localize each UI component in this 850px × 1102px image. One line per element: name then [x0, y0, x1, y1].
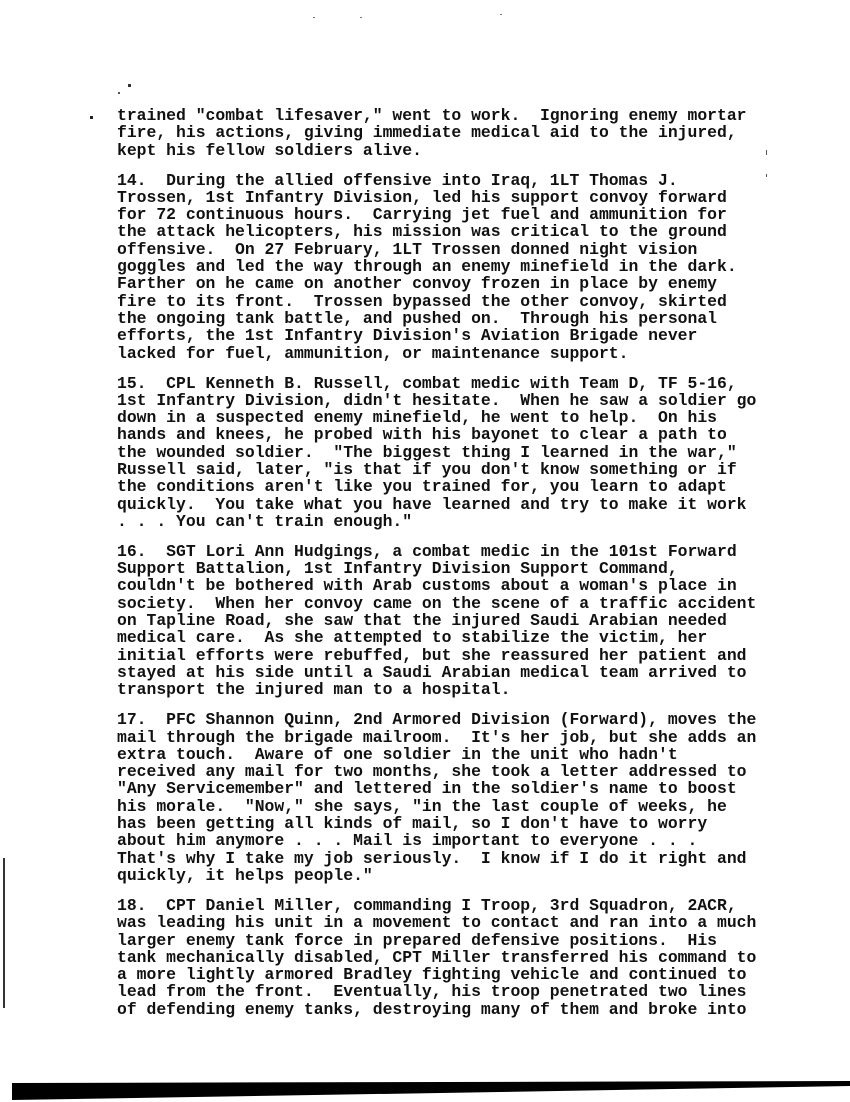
- text-line: hands and knees, he probed with his bayonet to clear a path to: [117, 425, 727, 445]
- text-line: efforts, the 1st Infantry Division's Aviation Brigade never: [117, 326, 698, 346]
- text-line: was leading his unit in a movement to contact and ran into a much: [117, 913, 757, 933]
- bullet-mark: [90, 116, 93, 119]
- paragraph: [117, 172, 817, 362]
- speck: [128, 84, 131, 87]
- text-line: initial efforts were rebuffed, but she reassured her patient and: [117, 645, 747, 665]
- text-line: quickly. You take what you have learned and try to make it work: [117, 494, 747, 514]
- text-line: the conditions aren't like you trained for, you learn to adapt: [117, 477, 727, 497]
- speck: [118, 92, 120, 94]
- text-line: for 72 continuous hours. Carrying jet fuel and ammunition for: [117, 205, 727, 225]
- paragraph: [117, 375, 817, 531]
- text-line: has been getting all kinds of mail, so I don't have to worry: [117, 814, 708, 834]
- text-line: "Any Servicemember" and lettered in the soldier's name to boost: [117, 779, 737, 799]
- paragraph: [117, 897, 817, 1018]
- document-body: [117, 107, 817, 1018]
- text-line: trained "combat lifesaver," went to work. Ignoring enemy mortar: [117, 106, 747, 125]
- text-line: fire, his actions, giving immediate medical aid to the injured,: [117, 123, 737, 143]
- text-line: goggles and led the way through an enemy minefield in the dark.: [117, 257, 737, 277]
- text-line: received any mail for two months, she took a letter addressed to: [117, 762, 747, 782]
- text-line: . . . You can't train enough.": [117, 511, 413, 531]
- text-line: lead from the front. Eventually, his troop penetrated two lines: [117, 982, 747, 1002]
- speck: [360, 17, 362, 18]
- text-line: society. When her convoy came on the scene of a traffic accident: [117, 593, 757, 613]
- text-line: 18. CPT Daniel Miller, commanding I Troop, 3rd Squadron, 2ACR,: [117, 895, 737, 915]
- text-line: extra touch. Aware of one soldier in the unit who hadn't: [117, 744, 678, 764]
- text-line: Trossen, 1st Infantry Division, led his support convoy forward: [117, 187, 727, 207]
- text-line: quickly, it helps people.": [117, 865, 373, 885]
- text-line: offensive. On 27 February, 1LT Trossen donned night vision: [117, 239, 698, 259]
- bottom-scan-bar: [12, 1081, 850, 1100]
- text-line: a more lightly armored Bradley fighting vehicle and continued to: [117, 965, 747, 985]
- text-line: 15. CPL Kenneth B. Russell, combat medic with Team D, TF 5-16,: [117, 373, 737, 393]
- text-line: tank mechanically disabled, CPT Miller transferred his command to: [117, 947, 757, 967]
- text-line: about him anymore . . . Mail is important to everyone . . .: [117, 831, 698, 851]
- text-line: kept his fellow soldiers alive.: [117, 140, 422, 160]
- text-line: 1st Infantry Division, didn't hesitate. When he saw a soldier go: [117, 390, 757, 410]
- text-line: 17. PFC Shannon Quinn, 2nd Armored Division (Forward), moves the: [117, 710, 757, 730]
- text-line: the wounded soldier. "The biggest thing I learned in the war,": [117, 442, 737, 462]
- text-line: mail through the brigade mailroom. It's her job, but she adds an: [117, 727, 757, 747]
- text-line: medical care. As she attempted to stabilize the victim, her: [117, 628, 708, 648]
- paragraph: [117, 711, 817, 884]
- text-line: the ongoing tank battle, and pushed on. Through his personal: [117, 308, 717, 328]
- text-line: the attack helicopters, his mission was critical to the ground: [117, 222, 727, 242]
- text-line: couldn't be bothered with Arab customs about a woman's place in: [117, 576, 737, 596]
- text-line: stayed at his side until a Saudi Arabian medical team arrived to: [117, 662, 747, 682]
- text-line: Farther on he came on another convoy frozen in place by enemy: [117, 274, 717, 294]
- text-line: his morale. "Now," she says, "in the last couple of weeks, he: [117, 796, 727, 816]
- text-line: 14. During the allied offensive into Iraq, 1LT Thomas J.: [117, 170, 678, 190]
- text-line: transport the injured man to a hospital.: [117, 680, 511, 700]
- text-line: That's why I take my job seriously. I know if I do it right and: [117, 848, 747, 868]
- speck: [500, 14, 502, 15]
- paragraph: [117, 107, 817, 159]
- paragraph: [117, 543, 817, 699]
- text-line: lacked for fuel, ammunition, or maintenance support.: [117, 343, 629, 363]
- text-line: down in a suspected enemy minefield, he went to help. On his: [117, 408, 717, 428]
- speck: [313, 17, 315, 18]
- left-margin-line: [3, 858, 5, 1008]
- text-line: Support Battalion, 1st Infantry Division Support Command,: [117, 559, 678, 579]
- text-line: Russell said, later, "is that if you don't know something or if: [117, 460, 737, 480]
- text-line: larger enemy tank force in prepared defensive positions. His: [117, 930, 717, 950]
- text-line: fire to its front. Trossen bypassed the other convoy, skirted: [117, 291, 727, 311]
- text-line: of defending enemy tanks, destroying many of them and broke into: [117, 999, 747, 1019]
- text-line: on Tapline Road, she saw that the injured Saudi Arabian needed: [117, 611, 727, 631]
- text-line: 16. SGT Lori Ann Hudgings, a combat medic in the 101st Forward: [117, 541, 737, 561]
